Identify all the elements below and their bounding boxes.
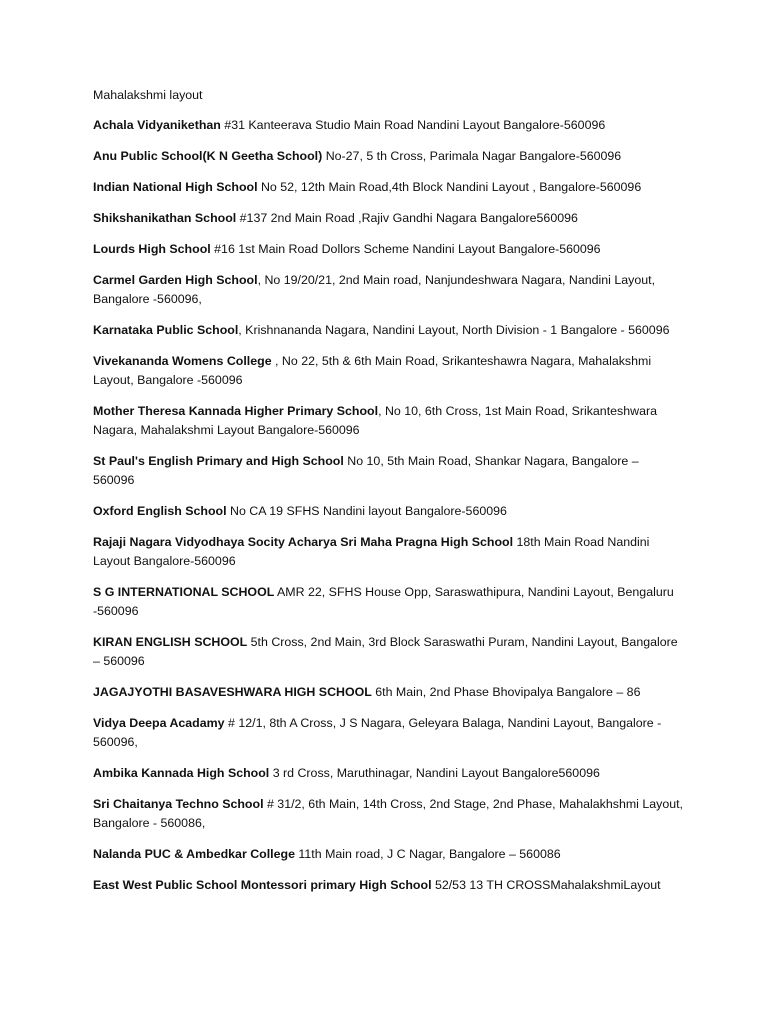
school-address: 18th Main Road Nandini Layout Bangalore-560096 bbox=[93, 535, 650, 568]
school-name: Lourds High School bbox=[93, 242, 211, 256]
school-address: , No 10, 6th Cross, 1st Main Road, Srikanteshwara Nagara, Mahalakshmi Layout Bangalore-560096 bbox=[93, 404, 657, 437]
school-entry bbox=[93, 683, 683, 702]
school-name: Vidya Deepa Acadamy bbox=[93, 716, 225, 730]
school-entry bbox=[93, 502, 683, 521]
school-address: , Krishnananda Nagara, Nandini Layout, North Division - 1 Bangalore - 560096 bbox=[238, 323, 670, 337]
school-address: No 10, 5th Main Road, Shankar Nagara, Bangalore – 560096 bbox=[93, 454, 639, 487]
school-address: 11th Main road, J C Nagar, Bangalore – 560086 bbox=[294, 847, 561, 861]
school-address: No-27, 5 th Cross, Parimala Nagar Bangalore-560096 bbox=[322, 149, 622, 163]
school-name: Karnataka Public School bbox=[93, 323, 239, 337]
school-entry bbox=[93, 795, 683, 833]
school-entry bbox=[93, 402, 683, 440]
school-entry bbox=[93, 321, 683, 340]
school-address: No 52, 12th Main Road,4th Block Nandini Layout , Bangalore-560096 bbox=[257, 180, 642, 194]
school-entry bbox=[93, 147, 683, 166]
school-name: Anu Public School(K N Geetha School) bbox=[93, 149, 323, 163]
school-entry bbox=[93, 116, 683, 135]
school-address: 3 rd Cross, Maruthinagar, Nandini Layout Bangalore560096 bbox=[269, 766, 600, 780]
school-name: Rajaji Nagara Vidyodhaya Socity Acharya Sri Maha Pragna High School bbox=[93, 535, 514, 549]
school-address: #16 1st Main Road Dollors Scheme Nandini Layout Bangalore-560096 bbox=[210, 242, 601, 256]
school-name: KIRAN ENGLISH SCHOOL bbox=[93, 635, 248, 649]
school-address: AMR 22, SFHS House Opp, Saraswathipura, Nandini Layout, Bengaluru -560096 bbox=[93, 585, 674, 618]
school-address: No CA 19 SFHS Nandini layout Bangalore-560096 bbox=[226, 504, 507, 518]
school-entry bbox=[93, 240, 683, 259]
school-entry bbox=[93, 209, 683, 228]
school-name: S G INTERNATIONAL SCHOOL bbox=[93, 585, 275, 599]
school-entry bbox=[93, 452, 683, 490]
school-name: East West Public School Montessori primary High School bbox=[93, 878, 432, 892]
school-address: #31 Kanteerava Studio Main Road Nandini Layout Bangalore-560096 bbox=[220, 118, 606, 132]
school-name: St Paul's English Primary and High School bbox=[93, 454, 344, 468]
school-entry bbox=[93, 271, 683, 309]
school-name: Nalanda PUC & Ambedkar College bbox=[93, 847, 295, 861]
school-address: #137 2nd Main Road ,Rajiv Gandhi Nagara Bangalore560096 bbox=[236, 211, 578, 225]
document-heading: Mahalakshmi layout bbox=[93, 88, 203, 102]
school-address: , No 22, 5th & 6th Main Road, Srikanteshawra Nagara, Mahalakshmi Layout, Bangalore -560096 bbox=[93, 354, 652, 387]
school-name: Mother Theresa Kannada Higher Primary School bbox=[93, 404, 379, 418]
school-name: Carmel Garden High School bbox=[93, 273, 258, 287]
school-entry bbox=[93, 352, 683, 390]
school-address: 5th Cross, 2nd Main, 3rd Block Saraswathi Puram, Nandini Layout, Bangalore – 560096 bbox=[93, 635, 678, 668]
school-entry bbox=[93, 583, 683, 621]
school-entry bbox=[93, 533, 683, 571]
school-name: Ambika Kannada High School bbox=[93, 766, 270, 780]
school-address: # 31/2, 6th Main, 14th Cross, 2nd Stage, 2nd Phase, Mahalakhshmi Layout, Bangalore - 560086, bbox=[93, 797, 684, 830]
school-entry bbox=[93, 178, 683, 197]
school-address: 52/53 13 TH CROSSMahalakshmiLayout bbox=[431, 878, 661, 892]
school-entry bbox=[93, 714, 683, 752]
school-list bbox=[93, 116, 683, 895]
school-name: Achala Vidyanikethan bbox=[93, 118, 221, 132]
school-name: Vivekananda Womens College bbox=[93, 354, 272, 368]
school-entry bbox=[93, 764, 683, 783]
school-address: 6th Main, 2nd Phase Bhovipalya Bangalore – 86 bbox=[371, 685, 641, 699]
school-name: Sri Chaitanya Techno School bbox=[93, 797, 264, 811]
school-name: Oxford English School bbox=[93, 504, 227, 518]
school-name: Shikshanikathan School bbox=[93, 211, 237, 225]
document-page bbox=[93, 86, 683, 907]
school-entry bbox=[93, 633, 683, 671]
school-address: , No 19/20/21, 2nd Main road, Nanjundeshwara Nagara, Nandini Layout, Bangalore -560096, bbox=[93, 273, 656, 306]
school-name: Indian National High School bbox=[93, 180, 258, 194]
school-entry bbox=[93, 845, 683, 864]
school-entry bbox=[93, 876, 683, 895]
school-address: # 12/1, 8th A Cross, J S Nagara, Geleyara Balaga, Nandini Layout, Bangalore - 560096, bbox=[93, 716, 662, 749]
school-name: JAGAJYOTHI BASAVESHWARA HIGH SCHOOL bbox=[93, 685, 372, 699]
